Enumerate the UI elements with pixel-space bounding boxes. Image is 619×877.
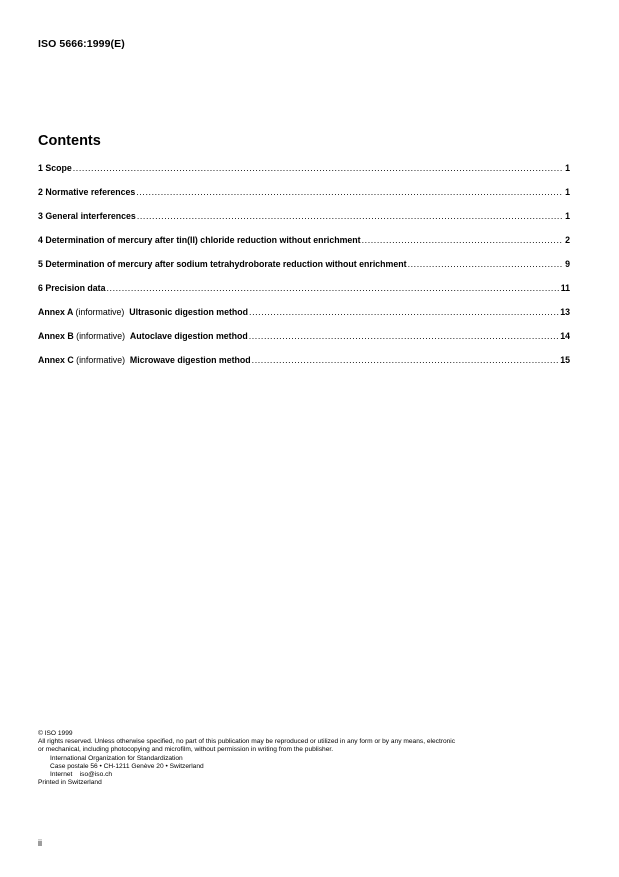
- toc-entry-page: 1: [565, 187, 570, 197]
- toc-entry-title: 3 General interferences: [38, 211, 136, 221]
- toc-entry-sodium-tetrahydroborate-reduction[interactable]: [38, 259, 570, 283]
- toc-entry-page: 11: [560, 283, 570, 293]
- toc-entry-page: 1: [565, 211, 570, 221]
- toc-entry-scope[interactable]: [38, 163, 570, 187]
- toc-entry-page: 15: [560, 355, 570, 365]
- toc-entry-title: 5 Determination of mercury after sodium tetrahydroborate reduction without enrichment: [38, 259, 407, 269]
- rights-statement-line-2: or mechanical, including photocopying and microfilm, without permission in writing from the publisher.: [38, 746, 334, 754]
- toc-dot-leader: [249, 331, 559, 341]
- toc-entry-page: 1: [565, 163, 570, 173]
- toc-dot-leader: [137, 211, 563, 221]
- copyright-notice: [38, 730, 583, 787]
- toc-dot-leader: [107, 283, 560, 293]
- toc-dot-leader: [136, 187, 563, 197]
- toc-entry-normative-references[interactable]: [38, 187, 570, 211]
- organization-internet: [38, 771, 583, 779]
- toc-entry-title: 2 Normative references: [38, 187, 136, 197]
- copyright-line: © ISO 1999: [38, 730, 73, 737]
- page-number: ii: [38, 838, 42, 848]
- table-of-contents: [38, 163, 570, 379]
- toc-entry-title: 4 Determination of mercury after tin(II) chloride reduction without enrichment: [38, 235, 361, 245]
- internet-label: Internet: [50, 771, 73, 779]
- toc-entry-title: Annex B (informative) Autoclave digestion method: [38, 331, 248, 341]
- printed-in-line: Printed in Switzerland: [38, 779, 102, 787]
- rights-statement-line-1: All rights reserved. Unless otherwise specified, no part of this publication may be reproduced or utilized in any form or by any means, electronic: [38, 738, 456, 746]
- toc-dot-leader: [408, 259, 563, 269]
- toc-entry-page: 13: [560, 307, 570, 317]
- internet-email-link[interactable]: iso@iso.ch: [79, 771, 113, 779]
- contents-heading: Contents: [38, 133, 101, 149]
- toc-entry-general-interferences[interactable]: [38, 211, 570, 235]
- toc-entry-title: Annex A (informative) Ultrasonic digestion method: [38, 307, 249, 317]
- toc-entry-precision-data[interactable]: [38, 283, 570, 307]
- document-header-id: ISO 5666:1999(E): [38, 38, 125, 50]
- toc-dot-leader: [249, 307, 559, 317]
- toc-dot-leader: [362, 235, 563, 245]
- toc-entry-page: 9: [565, 259, 570, 269]
- organization-address: Case postale 56 • CH-1211 Genève 20 • Switzerland: [50, 762, 204, 770]
- toc-entry-tin-chloride-reduction[interactable]: [38, 235, 570, 259]
- toc-entry-title: 1 Scope: [38, 163, 72, 173]
- toc-entry-title: Annex C (informative) Microwave digestion method: [38, 355, 251, 365]
- toc-dot-leader: [73, 163, 563, 173]
- toc-dot-leader: [252, 355, 560, 365]
- organization-name: International Organization for Standardization: [50, 754, 183, 762]
- toc-entry-annex-b[interactable]: [38, 331, 570, 355]
- toc-entry-title: 6 Precision data: [38, 283, 106, 293]
- toc-entry-annex-a[interactable]: [38, 307, 570, 331]
- toc-entry-page: 14: [560, 331, 570, 341]
- toc-entry-annex-c[interactable]: [38, 355, 570, 379]
- toc-entry-page: 2: [565, 235, 570, 245]
